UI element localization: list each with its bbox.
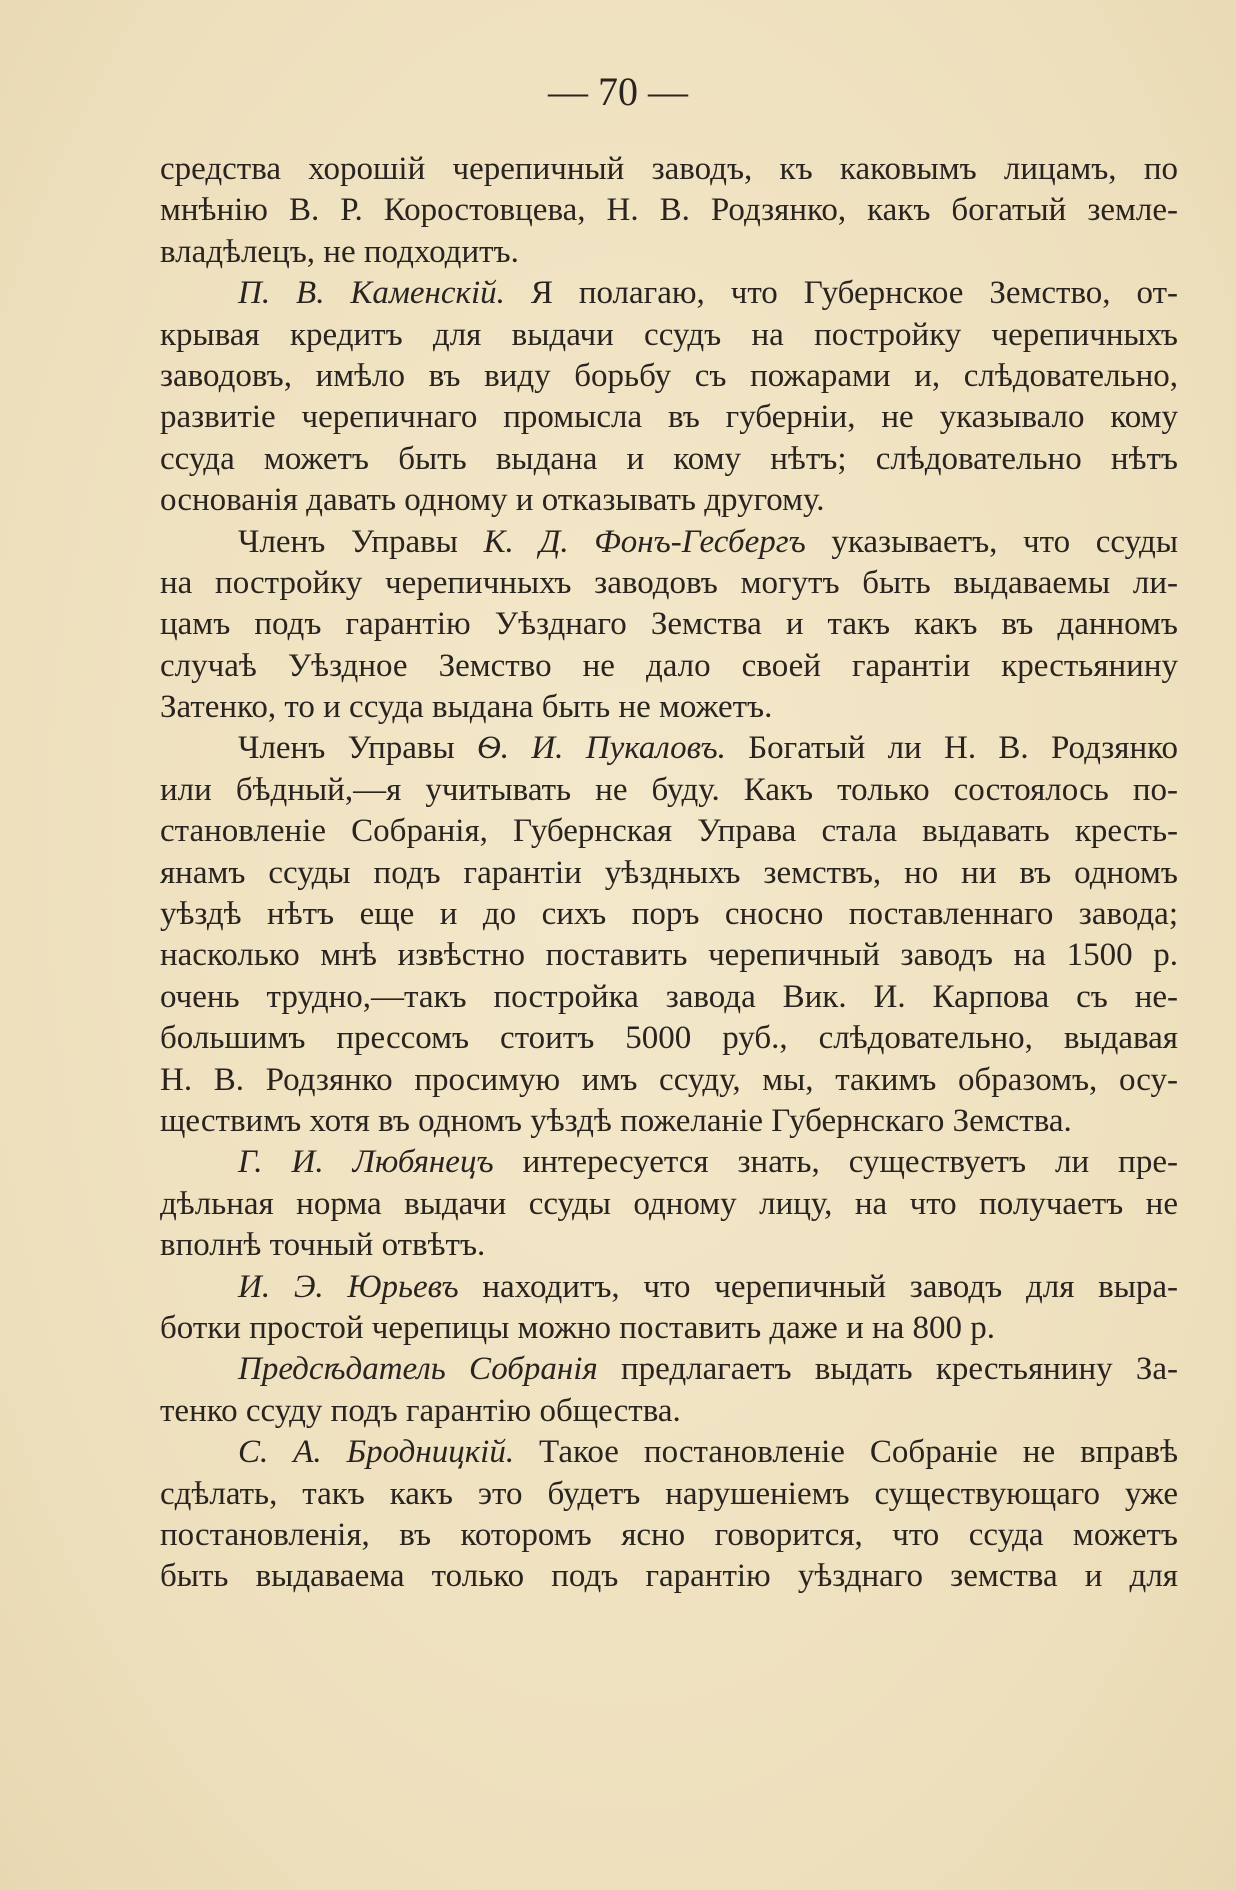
text-line <box>160 190 1178 231</box>
text-line <box>160 1556 1178 1597</box>
text-line <box>160 1515 1178 1556</box>
line-text: владѣлецъ, не подходитъ. <box>160 233 519 270</box>
text-line <box>160 397 1178 438</box>
line-text: Такое постановленіе Собраніе не вправѣ <box>514 1434 1178 1471</box>
text-line <box>160 315 1178 356</box>
line-text: заводовъ, имѣло въ виду борьбу съ пожарами и, слѣдовательно, <box>160 357 1178 394</box>
line-text: постановленія, въ которомъ ясно говорится, что ссуда можетъ <box>160 1516 1178 1553</box>
line-text: быть выдаваема только подъ гарантію уѣзднаго земства и для <box>160 1558 1178 1595</box>
text-line <box>160 1474 1178 1515</box>
text-line <box>160 935 1178 976</box>
speaker-name: П. В. Каменскій. <box>238 275 505 312</box>
text-line <box>160 853 1178 894</box>
text-line <box>160 1184 1178 1225</box>
speaker-name: С. А. Бродницкій. <box>238 1434 515 1471</box>
text-line <box>160 604 1178 645</box>
line-text: Я полагаю, что Губернское Земство, от- <box>504 275 1178 312</box>
text-line <box>160 273 1178 314</box>
text-line <box>160 1225 1178 1266</box>
line-text: становленіе Собранія, Губернская Управа стала выдавать кресть- <box>160 813 1178 850</box>
line-text: мнѣнію В. Р. Коростовцева, Н. В. Родзянко, какъ богатый земле- <box>160 192 1178 229</box>
text-line <box>160 232 1178 273</box>
line-text: средства хорошій черепичный заводъ, къ каковымъ лицамъ, по <box>160 151 1178 187</box>
text-line <box>160 1101 1178 1142</box>
speaker-name: К. Д. Фонъ-Гесбергъ <box>483 523 806 560</box>
line-text: или бѣдный,—я учитывать не буду. Какъ только состоялось по- <box>160 771 1178 808</box>
text-line <box>160 770 1178 811</box>
line-text: ществимъ хотя въ одномъ уѣздѣ пожеланіе Губернскаго Земства. <box>160 1102 1072 1139</box>
speaker-name: Ѳ. И. Пукаловъ. <box>476 730 726 767</box>
text-line <box>160 977 1178 1018</box>
line-text: находитъ, что черепичный заводъ для выра- <box>458 1268 1178 1305</box>
text-line <box>160 646 1178 687</box>
line-text: указываетъ, что ссуды <box>805 523 1178 560</box>
line-text: предлагаетъ выдать крестьянину За- <box>597 1351 1178 1388</box>
line-text: сдѣлать, такъ какъ это будетъ нарушеніемъ существующаго уже <box>160 1475 1178 1512</box>
text-line <box>160 894 1178 935</box>
text-line <box>160 149 1178 190</box>
text-line <box>160 522 1178 563</box>
line-text: очень трудно,—такъ постройка завода Вик. И. Карпова съ не- <box>160 978 1178 1015</box>
line-text: развитіе черепичнаго промысла въ губерніи, не указывало кому <box>160 399 1178 436</box>
line-text: крывая кредитъ для выдачи ссудъ на постройку черепичныхъ <box>160 316 1178 353</box>
text-line <box>160 356 1178 397</box>
line-text: цамъ подъ гарантію Уѣзднаго Земства и такъ какъ въ данномъ <box>160 606 1178 643</box>
text-line <box>160 1349 1178 1390</box>
line-text: янамъ ссуды подъ гарантіи уѣздныхъ земствъ, но ни въ одномъ <box>160 854 1178 891</box>
line-text: тенко ссуду подъ гарантію общества. <box>160 1392 681 1429</box>
line-text: Н. В. Родзянко просимую имъ ссуду, мы, такимъ образомъ, осу- <box>160 1061 1178 1098</box>
line-text: на постройку черепичныхъ заводовъ могутъ быть выдаваемы ли- <box>160 564 1178 601</box>
line-prefix: Членъ Управы <box>238 523 484 560</box>
line-text: Затенко, то и ссуда выдана быть не можетъ. <box>160 689 773 726</box>
text-line <box>160 1391 1178 1432</box>
speaker-name: Г. И. Любянецъ <box>238 1144 494 1181</box>
line-text: большимъ прессомъ стоитъ 5000 руб., слѣдовательно, выдавая <box>160 1020 1178 1057</box>
text-line <box>160 1142 1178 1183</box>
text-line <box>160 1018 1178 1059</box>
line-text: основанія давать одному и отказывать другому. <box>160 482 825 519</box>
text-line <box>160 1060 1178 1101</box>
line-text: ботки простой черепицы можно поставить даже и на 800 р. <box>160 1309 996 1346</box>
text-line <box>160 1432 1178 1473</box>
page-number: — 70 — <box>548 69 688 114</box>
text-line <box>160 563 1178 604</box>
text-line <box>160 811 1178 852</box>
line-text: случаѣ Уѣздное Земство не дало своей гарантіи крестьянину <box>160 647 1178 684</box>
text-line <box>160 687 1178 728</box>
line-text: уѣздѣ нѣтъ еще и до сихъ поръ сносно поставленнаго завода; <box>160 896 1178 933</box>
line-text: дѣльная норма выдачи ссуды одному лицу, на что получаетъ не <box>160 1185 1178 1222</box>
text-line <box>160 480 1178 521</box>
line-text: интересуется знать, существуетъ ли пре- <box>493 1144 1178 1181</box>
line-text: Богатый ли Н. В. Родзянко <box>725 730 1178 767</box>
line-text: насколько мнѣ извѣстно поставить черепичный заводъ на 1500 р. <box>160 937 1178 974</box>
line-prefix: Членъ Управы <box>238 730 477 767</box>
text-line <box>160 1267 1178 1308</box>
line-text: вполнѣ точный отвѣтъ. <box>160 1227 486 1264</box>
text-line <box>160 439 1178 480</box>
text-line <box>160 728 1178 769</box>
text-line <box>160 1308 1178 1349</box>
speaker-name: Предсѣдатель Собранія <box>238 1351 598 1388</box>
speaker-name: И. Э. Юрьевъ <box>238 1268 459 1305</box>
body-text <box>160 149 1178 1598</box>
line-text: ссуда можетъ быть выдана и кому нѣтъ; слѣдовательно нѣтъ <box>160 440 1178 477</box>
